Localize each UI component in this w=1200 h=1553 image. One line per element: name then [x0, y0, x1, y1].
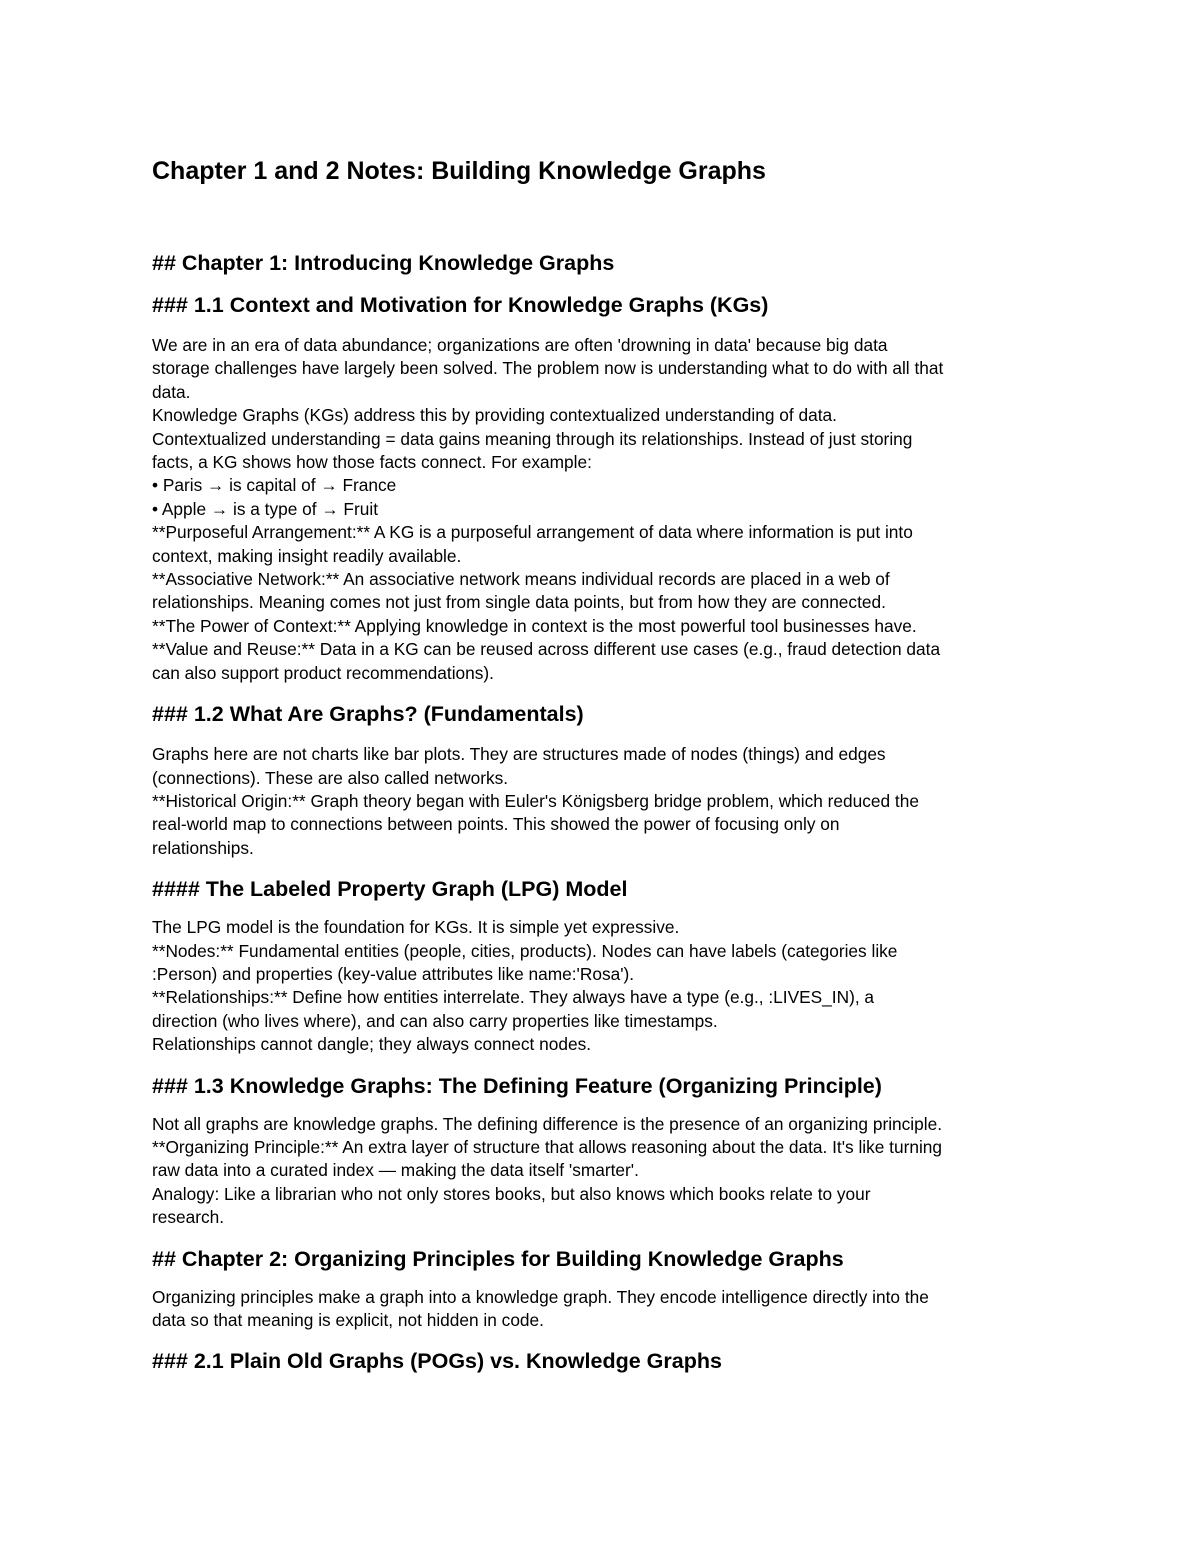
text-line: Graphs here are not charts like bar plots. They are structures made of nodes (things) and edges [152, 744, 886, 765]
text-line: **Nodes:** Fundamental entities (people, cities, products). Nodes can have labels (categories like [152, 940, 898, 961]
text-line: relationships. [152, 837, 254, 858]
text-line: data so that meaning is explicit, not hidden in code. [152, 1310, 544, 1330]
text-line: **The Power of Context:** Applying knowledge in context is the most powerful tool businesses have. [152, 615, 917, 636]
text-line: **Relationships:** Define how entities interrelate. They always have a type (e.g., :LIVES_IN), a [152, 987, 875, 1008]
text-line: research. [152, 1207, 225, 1228]
text-line: Analogy: Like a librarian who not only stores books, but also knows which books relate to your [152, 1183, 871, 1204]
text-line: **Organizing Principle:** An extra layer of structure that allows reasoning about the data. It's like turning [152, 1136, 943, 1157]
section-2-1-heading: ### 2.1 Plain Old Graphs (POGs) vs. Knowledge Graphs [152, 1349, 722, 1374]
section-1-3-body [152, 1113, 1062, 1230]
chapter-2-body [152, 1286, 1062, 1333]
text-line: Not all graphs are knowledge graphs. The defining difference is the presence of an organizing principle. [152, 1113, 942, 1134]
text-line: Relationships cannot dangle; they always connect nodes. [152, 1034, 592, 1055]
text-line: **Purposeful Arrangement:** A KG is a purposeful arrangement of data where information is put into [152, 522, 913, 543]
text-line: relationships. Meaning comes not just from single data points, but from how they are connected. [152, 592, 886, 613]
text-line: facts, a KG shows how those facts connect. For example: [152, 452, 592, 473]
text-line: **Associative Network:** An associative network means individual records are placed in a web of [152, 569, 890, 590]
text-line: storage challenges have largely been solved. The problem now is understanding what to do with all that [152, 358, 944, 379]
text-line: The LPG model is the foundation for KGs. It is simple yet expressive. [152, 917, 680, 938]
text-line: Organizing principles make a graph into a knowledge graph. They encode intelligence directly into the [152, 1286, 929, 1307]
section-1-2-heading: ### 1.2 What Are Graphs? (Fundamentals) [152, 702, 584, 727]
text-line: (connections). These are also called networks. [152, 767, 509, 788]
section-1-2-body [152, 743, 1062, 860]
chapter-2-heading: ## Chapter 2: Organizing Principles for Building Knowledge Graphs [152, 1246, 844, 1271]
text-line: can also support product recommendations). [152, 662, 494, 683]
section-1-1-heading: ### 1.1 Context and Motivation for Knowledge Graphs (KGs) [152, 293, 769, 317]
document-title: Chapter 1 and 2 Notes: Building Knowledge Graphs [152, 157, 766, 185]
bullet-item: • Apple → is a type of → Fruit [152, 498, 378, 519]
chapter-1-heading: ## Chapter 1: Introducing Knowledge Graphs [152, 251, 615, 275]
text-line: raw data into a curated index — making the data itself 'smarter'. [152, 1160, 639, 1181]
text-line: **Value and Reuse:** Data in a KG can be reused across different use cases (e.g., fraud detection data [152, 639, 941, 660]
section-1-1-body [152, 334, 1062, 685]
text-line: data. [152, 381, 191, 402]
text-line: **Historical Origin:** Graph theory began with Euler's Königsberg bridge problem, which reduced the [152, 790, 919, 811]
text-line: Contextualized understanding = data gains meaning through its relationships. Instead of just storing [152, 428, 913, 449]
section-1-3-heading: ### 1.3 Knowledge Graphs: The Defining Feature (Organizing Principle) [152, 1073, 882, 1098]
text-line: direction (who lives where), and can also carry properties like timestamps. [152, 1010, 718, 1031]
document-body [152, 248, 1062, 1376]
text-line: Knowledge Graphs (KGs) address this by providing contextualized understanding of data. [152, 405, 837, 426]
text-line: context, making insight readily available. [152, 545, 462, 566]
bullet-item: • Paris → is capital of → France [152, 475, 397, 496]
text-line: :Person) and properties (key-value attributes like name:'Rosa'). [152, 963, 635, 984]
text-line: We are in an era of data abundance; organizations are often 'drowning in data' because big data [152, 335, 888, 355]
lpg-model-body [152, 916, 1062, 1056]
text-line: real-world map to connections between points. This showed the power of focusing only on [152, 814, 840, 835]
lpg-model-heading: #### The Labeled Property Graph (LPG) Model [152, 877, 628, 902]
